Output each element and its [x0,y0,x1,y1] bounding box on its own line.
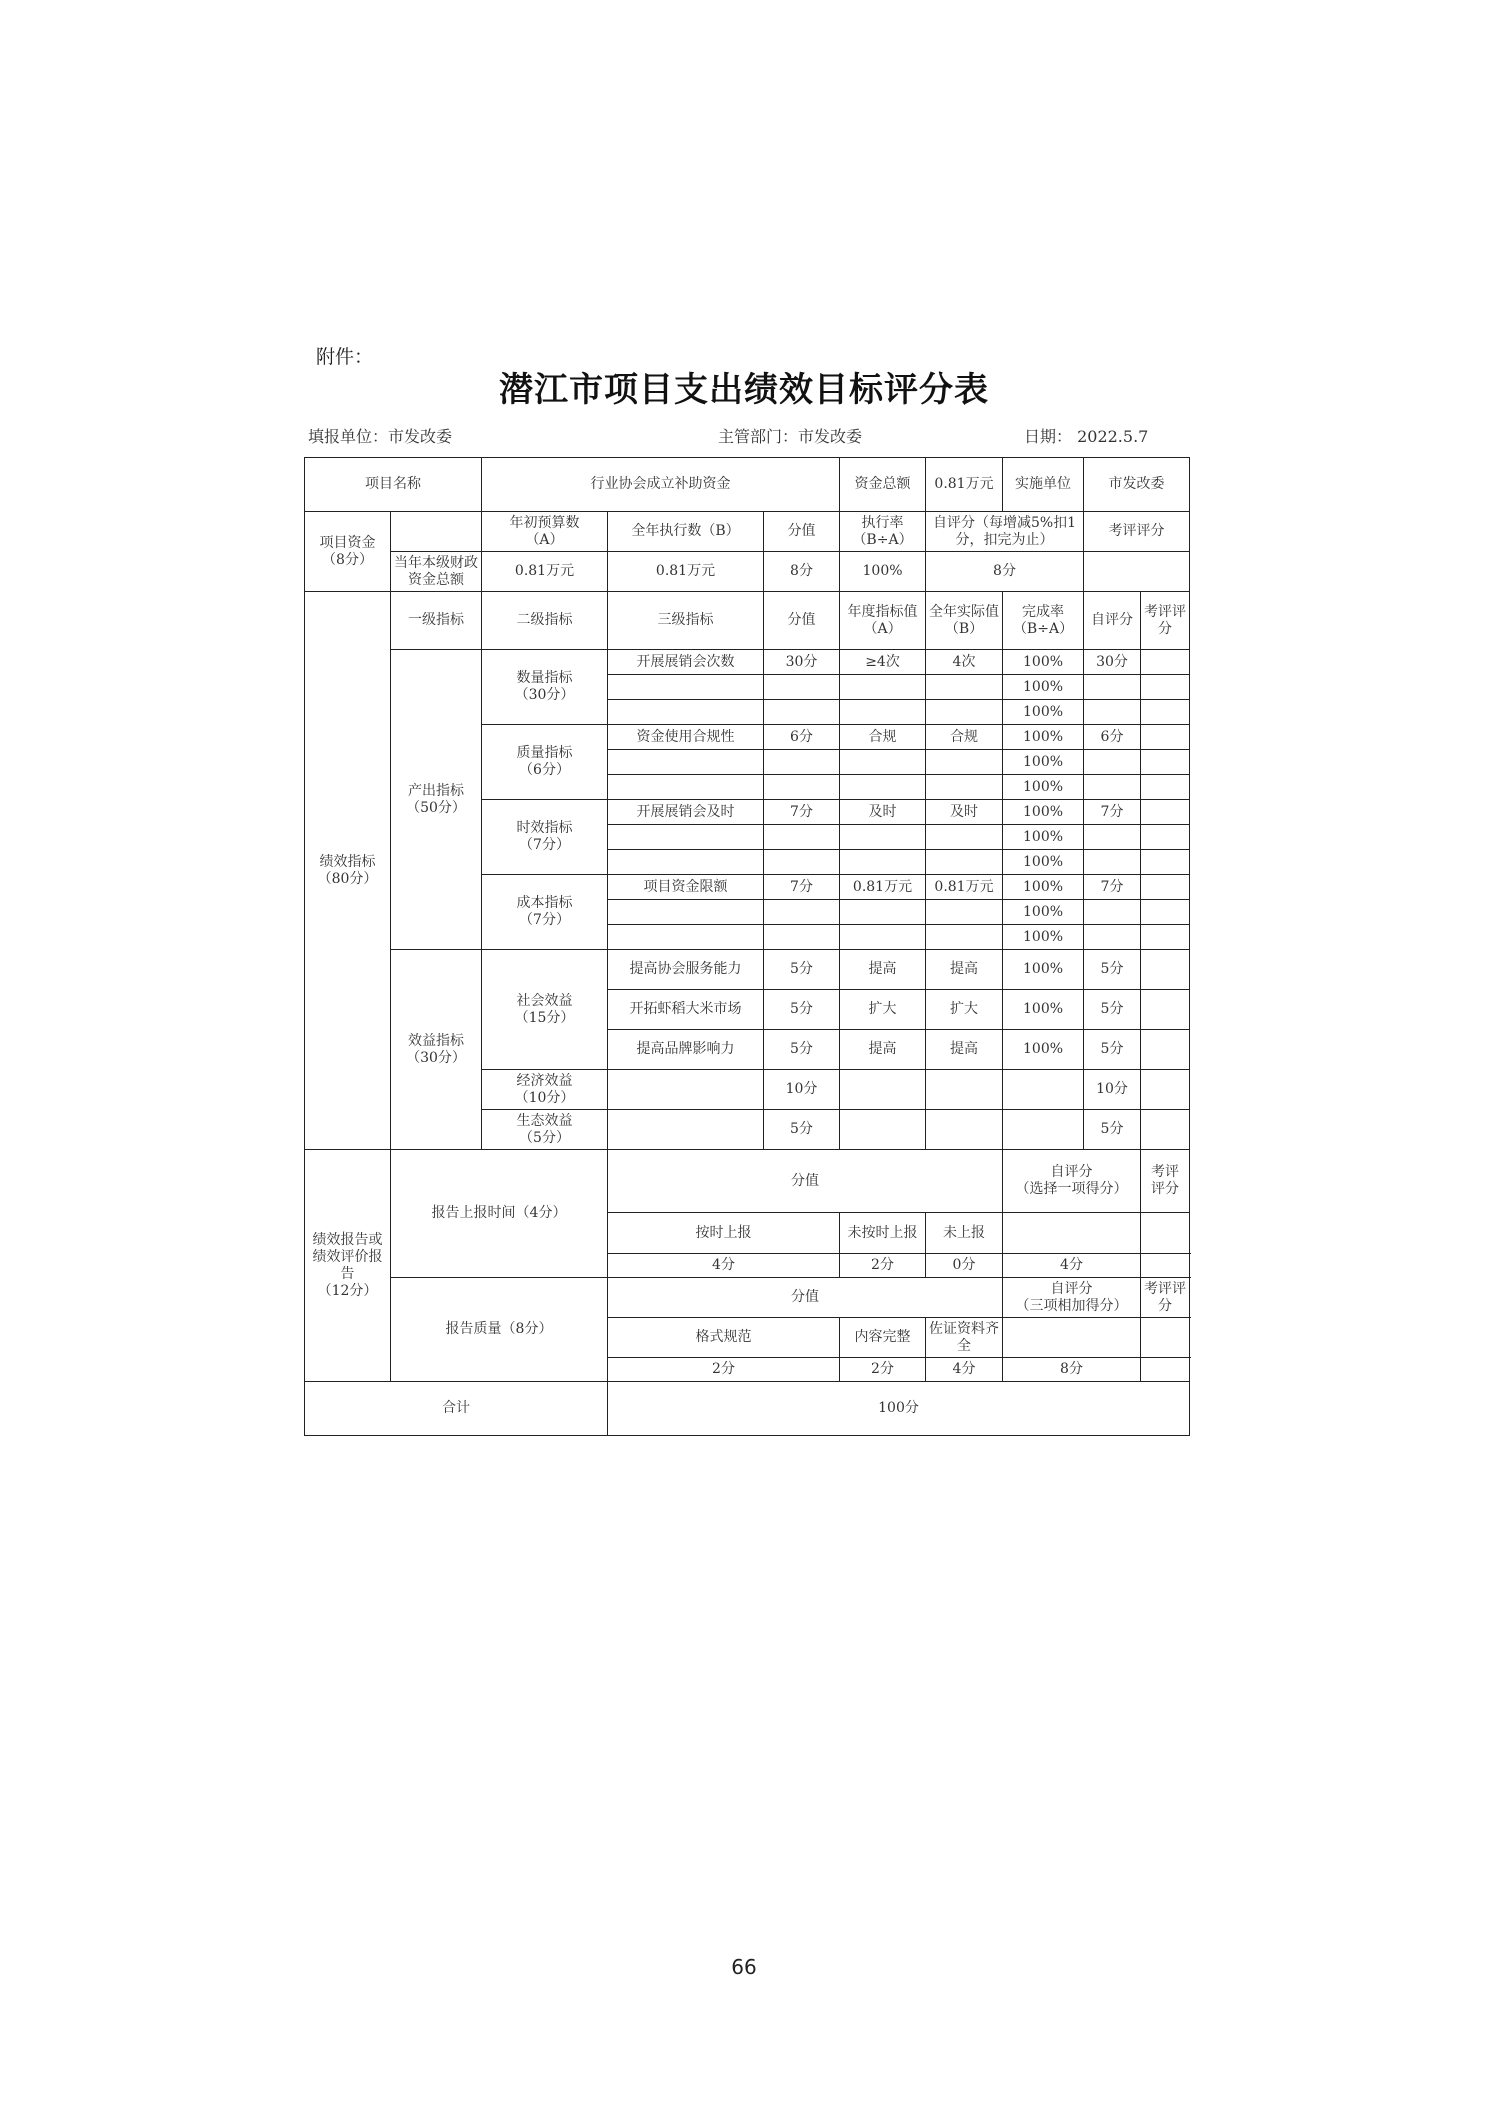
indicator-name [608,925,764,950]
indicator-actual: 0.81万元 [926,875,1003,900]
pts-none: 0分 [926,1254,1003,1278]
indicator-target [840,825,926,850]
economic-name [608,1070,764,1110]
col-rate: 执行率 （B÷A） [840,512,926,552]
indicator-actual [926,750,1003,775]
indicator-score: 5分 [764,990,840,1030]
indicator-target: ≥4次 [840,650,926,675]
indicator-self: 7分 [1084,800,1141,825]
indicator-self [1084,750,1141,775]
report-date: 日期： 2022.5.7 [1024,427,1149,446]
output-label: 产出指标 （50分） [391,650,482,950]
indicator-self: 5分 [1084,950,1141,990]
economic-score: 10分 [764,1070,840,1110]
col-review: 考评评分 [1084,512,1190,552]
quality-review-value [1141,1318,1190,1358]
document-title: 潜江市项目支出绩效目标评分表 [499,370,989,410]
indicator-review [1141,675,1190,700]
funds-rate: 100% [840,552,926,592]
funds-label: 项目资金 （8分） [305,512,391,592]
col-self: 自评分（每增减5%扣1分，扣完为止） [926,512,1084,552]
pts-evidence: 4分 [926,1358,1003,1382]
total-label: 合计 [305,1382,608,1436]
indicator-actual [926,775,1003,800]
indicator-self: 5分 [1084,1030,1141,1070]
indicator-target [840,850,926,875]
score-table [304,457,1190,1436]
report-label: 绩效报告或绩效评价报告 （12分） [305,1150,391,1382]
time-review-value [1141,1213,1190,1254]
indicator-score [764,850,840,875]
h-level2: 二级指标 [482,592,608,650]
indicator-review [1141,800,1190,825]
indicator-name: 开展展销会及时 [608,800,764,825]
h-actual: 全年实际值（B） [926,592,1003,650]
eco-score: 5分 [764,1110,840,1150]
quality-review-total [1141,1358,1190,1382]
indicator-review [1141,850,1190,875]
indicator-target [840,925,926,950]
indicator-score [764,750,840,775]
table-row [305,950,1190,990]
indicator-review [1141,725,1190,750]
eco-target [840,1110,926,1150]
indicator-actual: 提高 [926,1030,1003,1070]
perf-label: 绩效指标 （80分） [305,592,391,1150]
indicator-name [608,850,764,875]
col-exec: 全年执行数（B） [608,512,764,552]
indicator-review [1141,700,1190,725]
output-group-label: 成本指标 （7分） [482,875,608,950]
eco-self: 5分 [1084,1110,1141,1150]
output-group-label: 时效指标 （7分） [482,800,608,875]
indicator-score: 5分 [764,1030,840,1070]
indicator-target: 及时 [840,800,926,825]
indicator-name: 项目资金限额 [608,875,764,900]
pts-late: 2分 [840,1254,926,1278]
eco-rate [1003,1110,1084,1150]
opt-ontime: 按时上报 [608,1213,840,1254]
fill-unit: 填报单位：市发改委 [308,427,453,446]
indicator-review [1141,650,1190,675]
economic-label: 经济效益 （10分） [482,1070,608,1110]
table-row [305,458,1190,512]
indicator-rate: 100% [1003,700,1084,725]
indicator-self [1084,675,1141,700]
time-score-header: 分值 [608,1150,1003,1213]
funds-review [1084,552,1190,592]
indicator-name [608,700,764,725]
indicator-self [1084,850,1141,875]
indicator-self: 5分 [1084,990,1141,1030]
indicator-score [764,775,840,800]
indicator-self: 7分 [1084,875,1141,900]
pts-ontime: 4分 [608,1254,840,1278]
indicator-name: 开拓虾稻大米市场 [608,990,764,1030]
opt-none: 未上报 [926,1213,1003,1254]
col-budget: 年初预算数 （A） [482,512,608,552]
indicator-name: 资金使用合规性 [608,725,764,750]
indicator-target: 提高 [840,950,926,990]
indicator-rate: 100% [1003,675,1084,700]
indicator-name [608,750,764,775]
indicator-rate: 100% [1003,725,1084,750]
quality-review-header: 考评评分 [1141,1278,1190,1318]
indicator-self [1084,775,1141,800]
indicator-actual [926,825,1003,850]
col-score: 分值 [764,512,840,552]
table-row [305,1382,1190,1436]
indicator-self [1084,900,1141,925]
indicator-rate: 100% [1003,875,1084,900]
indicator-rate: 100% [1003,825,1084,850]
funds-exec: 0.81万元 [608,552,764,592]
indicator-self [1084,700,1141,725]
indicator-actual: 扩大 [926,990,1003,1030]
eco-label: 生态效益 （5分） [482,1110,608,1150]
funds-row-label: 当年本级财政资金总额 [391,552,482,592]
indicator-actual [926,675,1003,700]
indicator-review [1141,900,1190,925]
indicator-target: 0.81万元 [840,875,926,900]
indicator-name [608,900,764,925]
indicator-review [1141,1030,1190,1070]
table-row [305,650,1190,675]
h-level3: 三级指标 [608,592,764,650]
indicator-target [840,750,926,775]
funds-blank [391,512,482,552]
output-group-label: 质量指标 （6分） [482,725,608,800]
indicator-score [764,700,840,725]
indicator-score: 30分 [764,650,840,675]
time-label: 报告上报时间（4分） [391,1150,608,1278]
indicator-target [840,900,926,925]
indicator-name [608,825,764,850]
indicator-actual [926,850,1003,875]
time-self: 4分 [1003,1254,1141,1278]
indicator-actual: 提高 [926,950,1003,990]
indicator-score: 5分 [764,950,840,990]
indicator-actual [926,700,1003,725]
opt-content: 内容完整 [840,1318,926,1358]
total-funds-label: 资金总额 [840,458,926,512]
h-target: 年度指标值（A） [840,592,926,650]
indicator-rate: 100% [1003,850,1084,875]
indicator-rate: 100% [1003,650,1084,675]
indicator-target [840,700,926,725]
indicator-rate: 100% [1003,750,1084,775]
table-row [305,1278,1190,1318]
indicator-rate: 100% [1003,775,1084,800]
indicator-name: 提高品牌影响力 [608,1030,764,1070]
output-group-label: 数量指标 （30分） [482,650,608,725]
impl-unit-label: 实施单位 [1003,458,1084,512]
indicator-rate: 100% [1003,925,1084,950]
quality-score-header: 分值 [608,1278,1003,1318]
pts-format: 2分 [608,1358,840,1382]
h-review: 考评评分 [1141,592,1190,650]
indicator-name: 提高协会服务能力 [608,950,764,990]
indicator-review [1141,990,1190,1030]
indicator-review [1141,875,1190,900]
eco-actual [926,1110,1003,1150]
indicator-target: 扩大 [840,990,926,1030]
indicator-score [764,925,840,950]
h-self: 自评分 [1084,592,1141,650]
indicator-review [1141,825,1190,850]
indicator-actual: 4次 [926,650,1003,675]
indicator-actual: 及时 [926,800,1003,825]
indicator-rate: 100% [1003,900,1084,925]
indicator-name [608,775,764,800]
eco-review [1141,1110,1190,1150]
economic-rate [1003,1070,1084,1110]
time-review-total [1141,1254,1190,1278]
quality-self: 8分 [1003,1358,1141,1382]
indicator-rate: 100% [1003,990,1084,1030]
indicator-name: 开展展销会次数 [608,650,764,675]
pts-content: 2分 [840,1358,926,1382]
quality-self-header: 自评分 （三项相加得分） [1003,1278,1141,1318]
table-row [305,592,1190,650]
indicator-review [1141,950,1190,990]
indicator-self [1084,925,1141,950]
time-self-blank [1003,1213,1141,1254]
indicator-score: 6分 [764,725,840,750]
economic-actual [926,1070,1003,1110]
supervising-dept: 主管部门：市发改委 [718,427,863,446]
indicator-target [840,675,926,700]
economic-self: 10分 [1084,1070,1141,1110]
indicator-name [608,675,764,700]
time-review-header: 考评 评分 [1141,1150,1190,1213]
indicator-rate: 100% [1003,950,1084,990]
project-name-value: 行业协会成立补助资金 [482,458,840,512]
opt-late: 未按时上报 [840,1213,926,1254]
indicator-target: 合规 [840,725,926,750]
time-self-header: 自评分 （选择一项得分） [1003,1150,1141,1213]
indicator-actual [926,925,1003,950]
attachment-label: 附件： [316,346,374,368]
h-rate: 完成率 （B÷A） [1003,592,1084,650]
indicator-target [840,775,926,800]
table-row [305,512,1190,552]
indicator-score: 7分 [764,800,840,825]
funds-score: 8分 [764,552,840,592]
economic-target [840,1070,926,1110]
indicator-rate: 100% [1003,1030,1084,1070]
impl-unit-value: 市发改委 [1084,458,1190,512]
table-row [305,552,1190,592]
eco-name [608,1110,764,1150]
table-row [305,1150,1190,1213]
opt-format: 格式规范 [608,1318,840,1358]
indicator-score [764,675,840,700]
benefit-label: 效益指标 （30分） [391,950,482,1150]
indicator-review [1141,750,1190,775]
h-level1: 一级指标 [391,592,482,650]
page-number: 66 [731,1955,757,1979]
opt-evidence: 佐证资料齐全 [926,1318,1003,1358]
indicator-self [1084,825,1141,850]
funds-budget: 0.81万元 [482,552,608,592]
quality-self-blank [1003,1318,1141,1358]
h-score: 分值 [764,592,840,650]
indicator-review [1141,925,1190,950]
total-funds-value: 0.81万元 [926,458,1003,512]
funds-self: 8分 [926,552,1084,592]
indicator-target: 提高 [840,1030,926,1070]
indicator-self: 30分 [1084,650,1141,675]
indicator-score [764,900,840,925]
indicator-review [1141,775,1190,800]
indicator-self: 6分 [1084,725,1141,750]
social-label: 社会效益 （15分） [482,950,608,1070]
indicator-score: 7分 [764,875,840,900]
indicator-actual [926,900,1003,925]
total-value: 100分 [608,1382,1190,1436]
economic-review [1141,1070,1190,1110]
indicator-actual: 合规 [926,725,1003,750]
indicator-score [764,825,840,850]
project-name-label: 项目名称 [305,458,482,512]
quality-label: 报告质量（8分） [391,1278,608,1382]
indicator-rate: 100% [1003,800,1084,825]
